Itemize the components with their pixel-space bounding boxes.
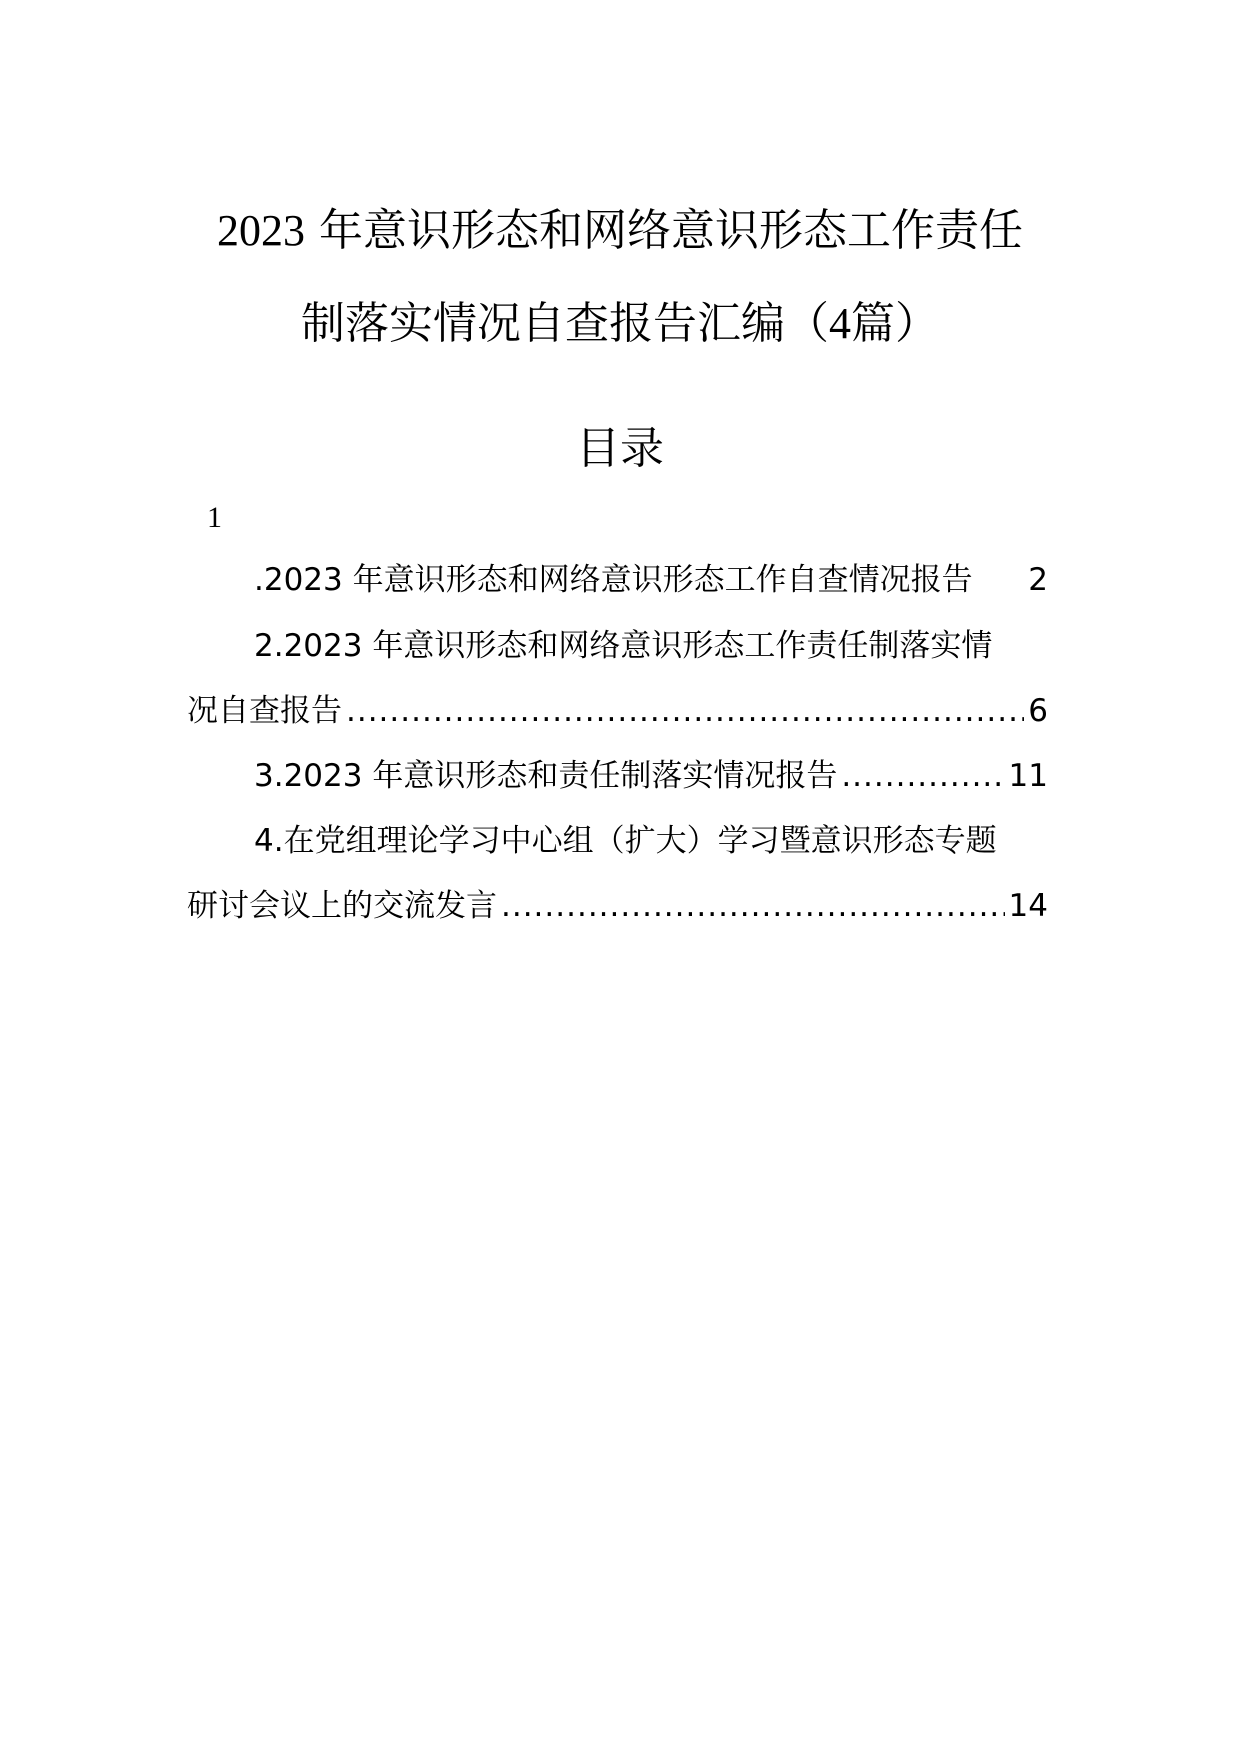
toc-entry-4-text-1: 4.在党组理论学习中心组（扩大）学习暨意识形态专题: [254, 823, 997, 859]
toc-entry-3-text: 3.2023 年意识形态和责任制落实情况报告: [254, 758, 838, 794]
toc-entry-1[interactable]: [187, 557, 1048, 603]
title-count: 4: [829, 299, 851, 348]
toc-entry-1-text: .2023 年意识形态和网络意识形态工作自查情况报告: [254, 562, 973, 598]
toc-entry-4-page: 14: [1008, 888, 1048, 924]
toc-entry-4-line-1[interactable]: [187, 818, 1048, 864]
toc-entry-2-text-1: 2.2023 年意识形态和网络意识形态工作责任制落实情: [254, 628, 993, 664]
toc-entry-4-text-2: 研讨会议上的交流发言: [187, 888, 497, 924]
toc-entry-3-leader: [841, 753, 1004, 799]
title-text-2-end: 篇）: [851, 298, 939, 349]
title-text-1: 年意识形态和网络意识形态工作责任: [319, 205, 1023, 256]
title-year: 2023: [217, 206, 305, 255]
toc-marker: 1: [207, 501, 222, 534]
toc-entry-3[interactable]: [187, 753, 1048, 799]
toc-entry-4-line-2[interactable]: [187, 883, 1048, 929]
toc-entry-2-page: 6: [1028, 693, 1048, 729]
document-title-line-1: [150, 200, 1090, 262]
title-text-2: 制落实情况自查报告汇编（: [301, 298, 829, 349]
toc-entry-3-page: 11: [1008, 758, 1048, 794]
toc-entry-1-page: 2: [1028, 562, 1048, 598]
toc-entry-2-text-2: 况自查报告: [187, 693, 342, 729]
toc-entry-4-leader: [501, 883, 1005, 929]
toc-entry-2-leader: [346, 688, 1024, 734]
toc-entry-2-line-2[interactable]: [187, 688, 1048, 734]
toc-heading: 目录: [576, 423, 664, 474]
document-title-line-2: [150, 293, 1090, 355]
toc-entry-2-line-1[interactable]: [187, 623, 1048, 669]
